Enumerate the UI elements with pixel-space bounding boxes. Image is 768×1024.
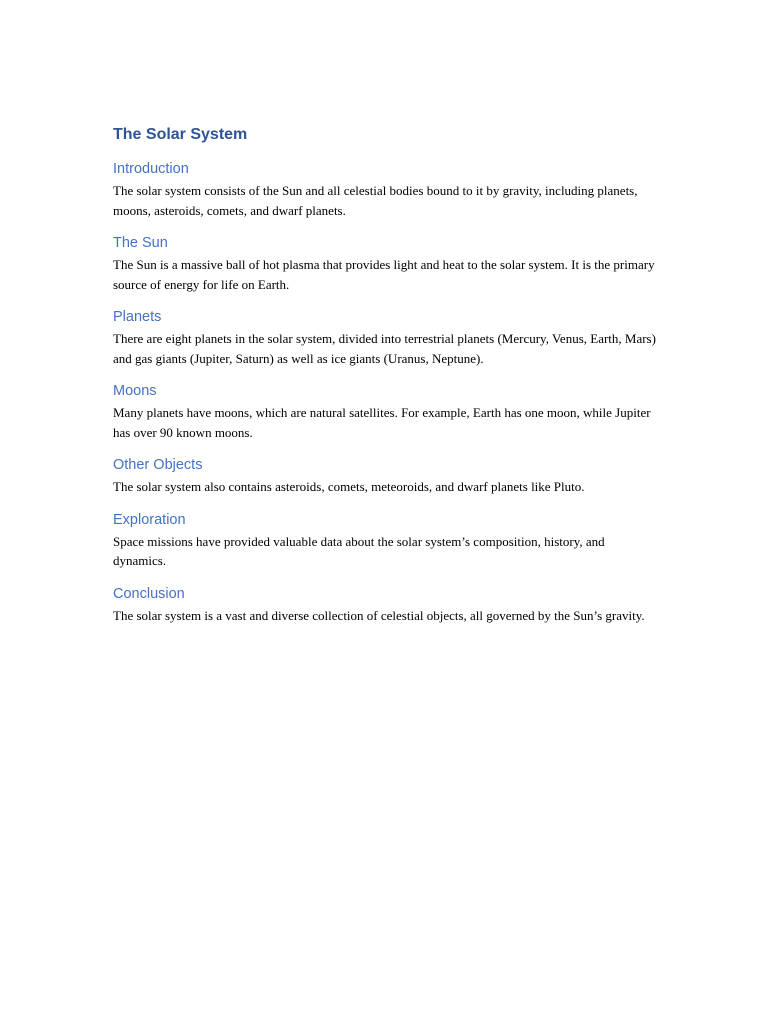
section-body: The solar system consists of the Sun and all celestial bodies bound to it by gravity, including planets, moons, asteroids, comets, and dwarf planets. [113, 183, 638, 218]
section-body: The solar system is a vast and diverse collection of celestial objects, all governed by the Sun’s gravity. [113, 607, 645, 623]
section-body: Space missions have provided valuable data about the solar system’s composition, history, and dynamics. [113, 533, 605, 568]
section-heading: Moons [113, 383, 157, 399]
section-heading: The Sun [113, 235, 168, 251]
document-page [113, 124, 658, 638]
section-body: The solar system also contains asteroids, comets, meteoroids, and dwarf planets like Pluto. [113, 479, 585, 494]
section-exploration [113, 510, 658, 571]
section-moons [113, 381, 658, 442]
section-conclusion [113, 584, 658, 626]
section-heading: Conclusion [113, 585, 185, 602]
section-heading: Other Objects [113, 457, 203, 473]
section-body: The Sun is a massive ball of hot plasma that provides light and heat to the solar system. It is the primary source of energy for life on Earth. [113, 257, 655, 292]
section-body: Many planets have moons, which are natural satellites. For example, Earth has one moon, while Jupiter has over 90 known moons. [113, 405, 651, 440]
section-other-objects [113, 455, 658, 497]
section-planets [113, 307, 658, 368]
section-heading: Planets [113, 309, 162, 325]
section-heading: Introduction [113, 161, 189, 177]
document-title: The Solar System [113, 126, 248, 143]
section-heading: Exploration [113, 511, 186, 528]
section-the-sun [113, 233, 658, 294]
section-body: There are eight planets in the solar system, divided into terrestrial planets (Mercury, Venus, Earth, Mars) and gas giants (Jupiter, Saturn) as well as ice giants (Uranus, Neptune). [113, 331, 656, 366]
section-introduction [113, 159, 658, 220]
